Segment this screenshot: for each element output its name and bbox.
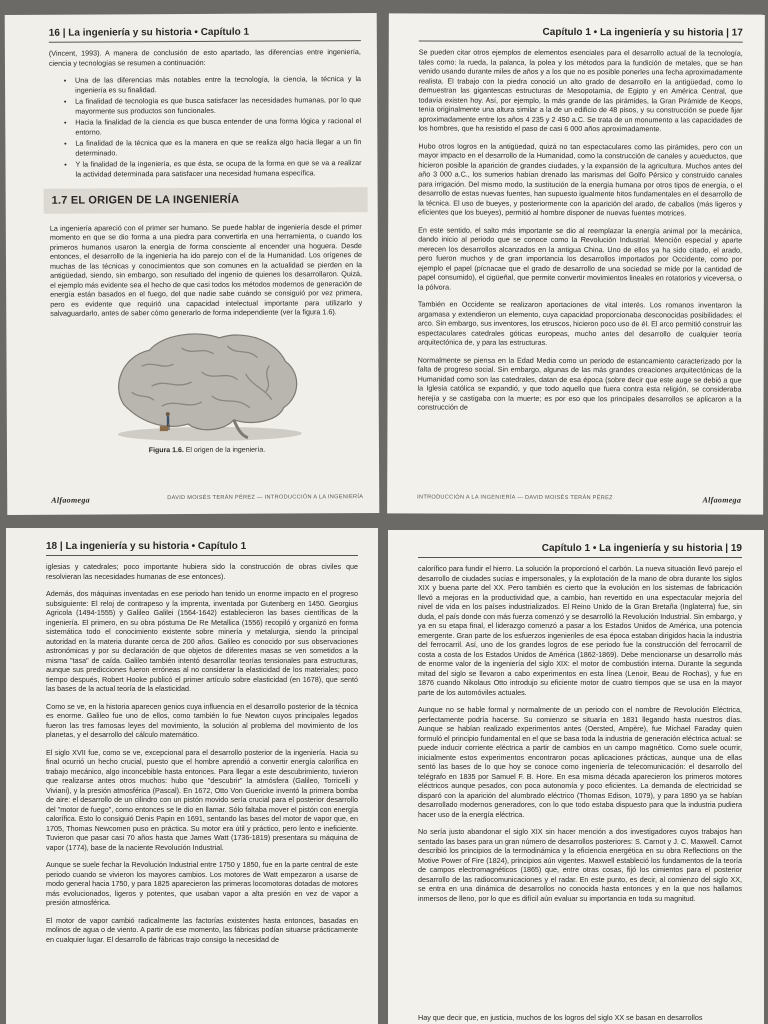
- paragraph: Como se ve, en la historia aparecen genios cuya influencia en el desarrollo posterior de la técnica es enorme. Galileo fue uno de ellos, como también lo fue Newton cuyos principales legados fueron las tres famosas leyes del movimiento, la solución al problema del movimiento de los planetas, y el desarrollo del cálculo matemático.: [46, 701, 358, 740]
- paragraph: Aunque no se hable formal y normalmente de un periodo con el nombre de Revolución Eléctrica, perfectamente podría hacerse. Su comienzo se situaría en 1831 llegando hasta nuestros días. Aunque se habían realizado experimentos antes (Oersted, Ampère), fue Michael Faraday quien formuló el principio fundamental en el que se basa toda la industria de generación eléctrica actual: se puede inducir corriente eléctrica a partir de cambios en un campo magnético. Como suele ocurrir, inicialmente estos experimentos encontraron pocas aplicaciones prácticas, aunque una de ellas sentó las bases de lo que hoy se conoce como ingeniería de telecomunicación: el desarrollo del telégrafo en 1835 por Samuel F. B. Hore. En esa misma década aparecieron los primeros motores eléctricos aunque pesados, con poca autonomía y poco eficientes. La demanda de electricidad se disparó con la aparición del alumbrado eléctrico (Thomas Edison, 1079), y para 1890 ya se habían desarrollado modernos generadores, con lo que todo estaba dispuesto para que la industria pudiera hacer uso de la energía eléctrica.: [418, 705, 742, 819]
- publisher-logo: Alfaomega: [51, 495, 90, 506]
- page-footer: [51, 495, 363, 507]
- list-item: • La finalidad de tecnología es que busca satisfacer las necesidades humanas, por lo que mayormente sus productos son funcionales.: [75, 95, 361, 115]
- bullet-list: [49, 74, 362, 179]
- page-header: Capítulo 1 • La ingeniería y su historia | 17: [419, 25, 743, 42]
- page-footer: [417, 495, 741, 507]
- paragraph: Hubo otros logros en la antigüedad, quizá no tan espectaculares como las pirámides, pero con un mayor impacto en el desarrollo de la Humanidad, como la construcción de canales y acueductos, que hicieron posible la aparición de grandes ciudades, y la expansión de la agricultura. Muchos antes del año 3 000 a.C., los sumerios habían drenado las marismas del Golfo Pérsico y construido canales para irrigación. Del mismo modo, la sustitución de la energía humana por otros tipos de energía, o el desarrollo de estas nuevas fuentes, han supuesto igualmente hitos fundamentales en el desarrollo de la técnica. El uso de bueyes, y posteriormente con la aparición del arado, de caballos (más ligeros y eficientes que los bueyes), permitió al hombre disponer de nuevas fuentes motrices.: [418, 141, 743, 218]
- page-18: [6, 528, 378, 1024]
- paragraph: El motor de vapor cambió radicalmente las factorías existentes hasta entonces, basadas en molinos de agua o de viento. A partir de ese momento, las fábricas podían situarse prácticamente en cualquier lugar. El desarrollo de fábricas trajo consigo la necesidad de: [46, 915, 358, 944]
- paragraph: En este sentido, el salto más importante se dio al reemplazar la energía animal por la mecánica, dando inicio al periodo que se conoce como la Revolución Industrial. Mención especial y aparte merecen los desarrollos alcanzados en la antigua China. Uno de ellos ya ha sido citado, el arado, pero fueron muchos y de gran importancia los desarrollos importados por Occidente, como por ejemplo el papel (pícnacae que el grado de desarrollo de una sociedad se mide por la cantidad de papel consumido), el cigüeñal, que permite convertir movimientos lineales en rotatorios y viceversa, o la pólvora.: [417, 225, 743, 292]
- section-heading: 1.7 EL ORIGEN DE LA INGENIERÍA: [44, 187, 368, 213]
- page-19: [388, 530, 764, 1024]
- list-item: • Hacia la finalidad de la ciencia es que busca entender de una forma lógica y racional el entorno.: [75, 116, 361, 136]
- paragraph: También en Occidente se realizaron aportaciones de vital interés. Los romanos inventaron la argamasa y extendieron un elemento, cuya capacidad proporcionaba desconocidas posibilidades: el arco. Sin embargo, sus inventores, los etruscos, hicieron poco uso de él. El arco permitió construir las espectaculares catedrales góticas europeas, mucho antes del desarrollo de cualquier teoría arquitectónica de, y para las estructuras.: [417, 299, 742, 348]
- footer-text: INTRODUCCIÓN A LA INGENIERÍA — DAVID MOISÉS TERÁN PÉREZ: [417, 494, 613, 502]
- paragraph: La ingeniería apareció con el primer ser humano. Se puede hablar de ingeniería desde el primer momento en que se dio forma a una piedra para convertirla en una herramienta, o cuando los primeros humanos usaron la energía de forma consciente al encender una hoguera. Desde entonces, el desarrollo de la ingeniería ha ido parejo con el de la Humanidad. Los orígenes de muchas de las técnicas y conocimientos que son comunes en la actualidad se pierden en la antigüedad, siendo, sin embargo, son resultado del ingenio de quienes los desarrollaron. Quizá, el ejemplo más evidente sea el hecho de que casi todos los métodos modernos de generación de energía están basados en el fuego, del que nadie sabe cuándo se consiguió por vez primera, pero es evidente que requirió una capacidad intelectual importante para utilizarlo y salvaguardarlo, antes de saber cómo generarlo de forma independiente (ver la figura 1.6).: [49, 221, 363, 318]
- publisher-logo: Alfaomega: [702, 495, 742, 506]
- paragraph: El siglo XVII fue, como se ve, excepcional para el desarrollo posterior de la ingeniería. Hacia su final ocurrió un hecho crucial, puesto que el hombre aprendió a convertir energía calorífica en trabajo mecánico, algo inconcebible hasta entonces. Para llegar a este descubrimiento, tuvieron que realizarse antes otros muchos: hubo que "descubrir" la atmósfera (Galileo, Torricelli y Viviani), y la presión atmosférica (Pascal). En 1672, Otto Von Guericke inventó la primera bomba de aire: el desarrollo de un cilindro con un pistón movido sería crucial para el posterior desarrollo del "motor de fuego", como entonces se le dio en llamar. Sólo faltaba mover el pistón con energía calorífica. Esto lo consiguió Denis Papin en 1691, sentando las bases del motor de vapor que, en 1705, Thomas Newcomen puso en práctica. Su motor era útil y práctico, pero lento e ineficiente. Tuvieron que pasar casi 70 años hasta que James Watt (1736-1819) presentara su máquina de vapor (1774), base de la naciente Revolución Industrial.: [46, 747, 358, 852]
- page-17: [387, 13, 765, 514]
- page-header: 18 | La ingeniería y su historia • Capítulo 1: [46, 540, 358, 556]
- paragraph: calorífico para fundir el hierro. La solución la proporcionó el carbón. La nueva situación llevó parejo el desarrollo de ciudades sucias e impersonales, y la explotación de la mano de obra durante los siglos XIX y buena parte del XX. Pero también es cierto que la evolución en los sistemas de fabricación llevó a mejoras en la productividad que, a cambio, han revertido en una espectacular mejoría del nivel de vida en los países industrializados. El Reino Unido de la Gran Bretaña (Inglaterra) fue, sin duda, el país donde con más fuerza comenzó y se desarrolló la Revolución Industrial. Sin embargo, y ya en su etapa final, el liderazgo comenzó a pasar a los Estados Unidos de América, una potencia emergente. Gran parte de los esfuerzos ingenieriles de esa época estaban dirigidos hacia la industria del ferrocarril. Así, uno de los grandes logros de ese periodo fue la construcción del ferrocarril de costa a costa de los Estados Unidos de América (1862-1869). Debe mencionarse un desarrollo más de enorme valor de la ingeniería del siglo XIX: el motor de combustión interna. Durante la segunda mitad del siglo se llevaron a cabo experimentos en esta línea (Lenoir, Beau de Rochas), y fue en 1876 cuando Nikolaus Otto introdujo su eficiente motor de cuatro tiempos que se usa en la mayor parte de los automóviles actuales.: [418, 564, 742, 697]
- paragraph: Además, dos máquinas inventadas en ese periodo han tenido un enorme impacto en el progreso subsiguiente: El reloj de contrapeso y la imprenta, inventada por Gutenberg en 1450. Georgius Agricola (1494-1555) y Galileo Galilei (1564-1642) establecieron las bases científicas de la ingeniería. El primero, en su obra póstuma De Re Metallica (1556) recopiló y organizó en forma sistemática todo el conocimiento existente sobre minería y metalurgia, siendo la principal autoridad en la materia durante cerca de 200 años. Galileo es conocido por sus observaciones astronómicas y por su declaración de que objetos de diferentes masas se ven sometidos a la misma "tasa" de caída. Galileo también intentó desarrollar teorías tensionales para estructuras, aunque sus predicciones fueron erróneas al no considerar la elasticidad de los materiales; poco tiempo después, Robert Hooke publicó el primer artículo sobre elasticidad (en 1678), que sentó las bases de la actual teoría de la elasticidad.: [46, 589, 358, 694]
- list-item: • La finalidad de la técnica que es la manera en que se realiza algo hacia llegar a un fin determinado.: [75, 137, 361, 157]
- figure-caption: Figura 1.6. El origen de la ingeniería.: [148, 446, 266, 454]
- paragraph: Se pueden citar otros ejemplos de elementos esenciales para el desarrollo actual de la tecnología, tales como: la rueda, la palanca, la polea y los métodos para la fundición de metales, que se han venido usando durante miles de años y a los que no es posible ponerles una fecha aproximadamente realista. El trabajo con la piedra conoció un alto grado de desarrollo en la antigüedad, como lo demuestran las gigantescas estructuras de Mesopotamia, de Egipto y en América Central, que todavía existen hoy. Así, por ejemplo, la más grande de las pirámides, la Gran Pirámide de Keops, tenía originalmente una altura similar a la de un edificio de 48 pisos, y su construcción se puede fijar aproximadamente entre los años 4 235 y 2 450 a.C. Se trata de un monumento a las capacidades de los hombres, que ha resistido el paso de casi 6 000 años aproximadamente.: [418, 47, 743, 134]
- page-16: [5, 13, 380, 515]
- paragraph: (Vincent, 1993). A manera de conclusión de esto apartado, las diferencias entre ingeniería, ciencia y tecnologías se resumen a continuación:: [48, 47, 361, 68]
- list-item: • Una de las diferencias más notables entre la tecnología, la ciencia, la técnica y la ingeniería es su finalidad.: [75, 74, 361, 94]
- paragraph: Normalmente se piensa en la Edad Media como un periodo de estancamiento caracterizado por la falta de progreso social. Sin embargo, algunas de las más grandes creaciones arquitectónicas de la Humanidad como son las catedrales, datan de esa época (sobre decir que este auge se debió a que la Iglesia católica se expandió, y que todo aquello que fuera contra esta religión, se consideraba herejía y se castigaba con la muerte; es por eso que los principales desarrollos se aplicaron a la construcción de: [417, 355, 742, 412]
- cutoff-line: Hay que decir que, en justicia, muchos de los logros del siglo XX se basan en desarrollos: [418, 1012, 703, 1022]
- paragraph: Aunque se suele fechar la Revolución Industrial entre 1750 y 1850, fue en la parte central de este periodo cuando se vivieron los mayores cambios. Los motores de Watt empezaron a usarse de modo general hacia 1750, y para 1825 aparecieron las primeras locomotoras dotadas de motores más evolucionados, ligeros y potentes, que usaban vapor a alta presión en vez de vapor a presión atmosférica.: [46, 860, 358, 908]
- footer-text: DAVID MOISÉS TERÁN PÉREZ — INTRODUCCIÓN A LA INGENIERÍA: [167, 494, 364, 502]
- page-header: 16 | La ingeniería y su historia • Capítulo 1: [49, 25, 361, 43]
- page-header: Capítulo 1 • La ingeniería y su historia | 19: [418, 542, 742, 558]
- paragraph: iglesias y catedrales; poco importante hubiera sido la construcción de obras civiles que resolvieran las necesidades humanas de ese entonces).: [46, 562, 358, 581]
- paragraph: No sería justo abandonar el siglo XIX sin hacer mención a dos investigadores cuyos trabajos han sentado las bases para un gran número de desarrollos posteriores: S. Carnot y J. C. Maxwell. Carnot describió los principios de la termodinámica y la eficiencia energética en su obra Reflections on the Motive Power of Fire (1824), principios aún vigentes. Maxwell estableció los fundamentos de la teoría de campos electromagnéticos (1865) que, entre otras cosas, fijó los cimientos para el posterior desarrollo de las radiocomunicaciones y el radar. En este punto, es decir, al comienzo del siglo XX, se entra en una dinámica de desarrollos no conocida hasta entonces y en la que nos hallamos inmersos de lleno, por lo que es difícil aún evaluar su importancia en toda su magnitud.: [418, 827, 742, 903]
- list-item: • Y la finalidad de la ingeniería, es que ésta, se ocupa de la forma en que se va a realizar la actividad determinada para satisfacer una necesidad humana específica.: [75, 158, 361, 178]
- brain-illustration: [101, 325, 312, 444]
- figure-brain: [50, 325, 363, 456]
